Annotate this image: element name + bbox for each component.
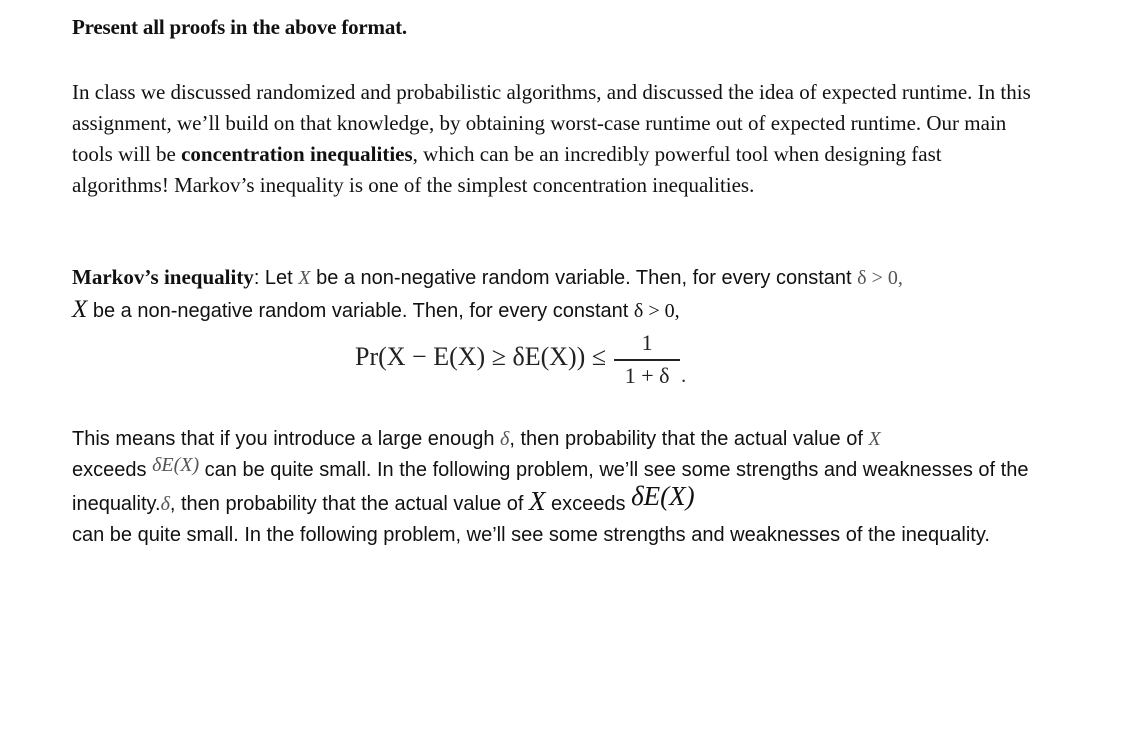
- conclusion-text-4: can be quite small. In the following problem, we’ll see some strengths and weaknesses of the inequality.: [72, 459, 1029, 515]
- conclusion-dex: δE(X): [152, 454, 200, 476]
- markov-text-2: be a non-negative random variable. Then, for every constant: [87, 300, 634, 322]
- conclusion-x: X: [868, 428, 881, 450]
- formula-lhs: Pr(X − E(X) ≥ δE(X)) ≤: [355, 341, 607, 371]
- markov-var-x-2: X: [72, 296, 88, 323]
- conclusion-delta: δ: [500, 428, 510, 450]
- conclusion-text-1: This means that if you introduce a large enough: [72, 428, 501, 450]
- page-heading: Present all proofs in the above format.: [72, 15, 407, 39]
- intro-text-1: In class we discussed randomized and probabilistic algorithms, and discussed the idea of expected runtime. In this assignment, we’ll build on that knowledge, by obtaining worst-case runtime out of expected runtime. Our main tools will be: [72, 80, 1031, 166]
- markov-delta-cond-2: δ > 0,: [633, 300, 680, 322]
- conclusion-text-3: exceeds: [72, 459, 153, 481]
- markov-var-x: X: [298, 267, 311, 289]
- intro-text-2: , which can be an incredibly powerful tool when designing fast algorithms! Markov’s inequality is one of the simplest concentration inequalities.: [72, 142, 942, 197]
- conclusion-text-7: can be quite small. In the following problem, we’ll see some strengths and weaknesses of the inequality.: [72, 524, 990, 546]
- formula-denominator: 1 + δ: [624, 362, 670, 388]
- conclusion-paragraph: [72, 424, 1052, 551]
- formula-period: .: [681, 364, 687, 387]
- markov-text-1: be a non-negative random variable. Then, for every constant: [310, 267, 858, 289]
- intro-paragraph: [72, 77, 1032, 201]
- conclusion-x-2: X: [529, 486, 546, 516]
- conclusion-dex-2: δE(X): [631, 481, 695, 511]
- conclusion-text-6: exceeds: [545, 493, 632, 515]
- markov-colon: : Let: [253, 267, 299, 289]
- markov-delta-cond: δ > 0,: [857, 267, 903, 289]
- markov-formula: [355, 328, 686, 386]
- formula-fraction: [614, 331, 680, 389]
- markov-paragraph: [72, 262, 1052, 327]
- conclusion-delta-2: δ: [160, 493, 170, 515]
- formula-numerator: 1: [641, 330, 653, 355]
- conclusion-text-5: , then probability that the actual value of: [169, 493, 529, 515]
- conclusion-text-2: , then probability that the actual value of: [509, 428, 869, 450]
- intro-bold-term: concentration inequalities: [181, 142, 413, 166]
- markov-lead: Markov’s inequality: [72, 265, 254, 289]
